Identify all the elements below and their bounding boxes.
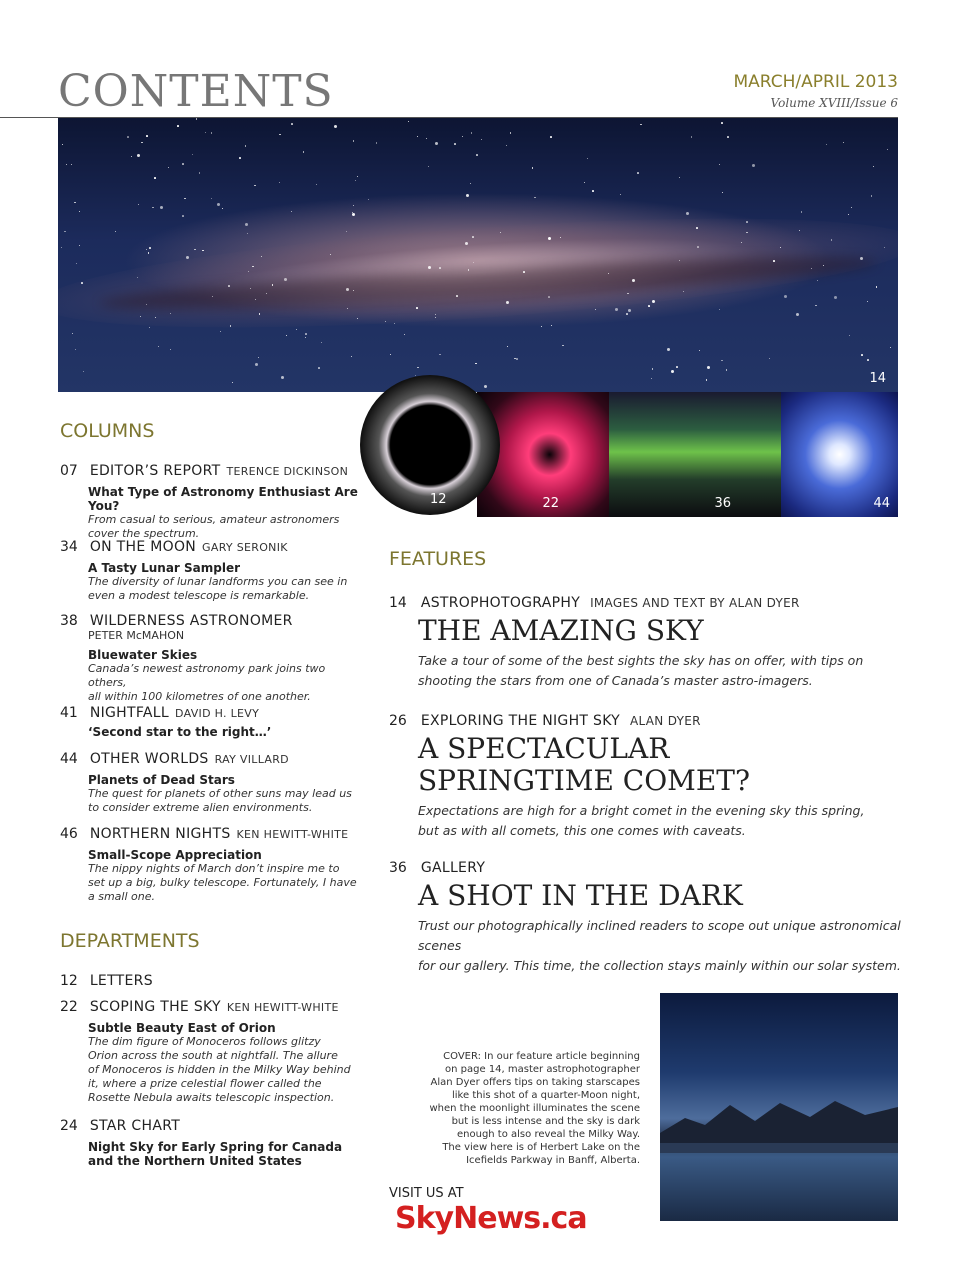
star-dot — [75, 349, 76, 350]
star-dot — [472, 236, 474, 238]
star-dot — [769, 358, 770, 359]
star-dot — [131, 156, 132, 157]
star-dot — [376, 142, 378, 144]
star-dot — [404, 334, 405, 335]
star-dot — [347, 308, 348, 309]
cover-caption: COVER: In our feature article beginning on page 14, master astrophotographer Alan Dyer offers tips on taking starscapes like this shot of a quarter-Moon night, when the moonlight illuminates the scene but is less intense and the sky is dark enough to also reveal the Milky Way. The view here is of Herbert Lake on the Icefields Parkway in Banff, Alberta. — [429, 1051, 640, 1166]
star-dot — [632, 279, 635, 282]
star-dot — [626, 313, 628, 315]
column-entry: 38 WILDERNESS ASTRONOMER PETER McMAHON Bluewater Skies Canada’s newest astronomy park joins two others, all within 100 kilometres of one another. — [60, 613, 326, 703]
star-dot — [239, 157, 241, 159]
star-dot — [541, 326, 543, 328]
star-dot — [146, 304, 148, 306]
star-dot — [773, 260, 775, 262]
star-dot — [454, 143, 456, 145]
star-dot — [679, 177, 680, 178]
feature-entry: 26 EXPLORING THE NIGHT SKY ALAN DYER A SPECTACULAR SPRINGTIME COMET? Expectations are high for a bright comet in the evening sky this spring, but as with all comets, this one comes with caveats. — [389, 710, 899, 841]
columns-heading: COLUMNS — [60, 420, 155, 442]
star-dot — [211, 198, 213, 200]
star-dot — [212, 296, 213, 297]
star-dot — [873, 166, 875, 168]
star-dot — [182, 163, 184, 165]
star-dot — [146, 135, 148, 137]
star-dot — [686, 212, 689, 215]
cover-lake-image — [660, 993, 898, 1221]
star-dot — [254, 185, 256, 187]
star-dot — [199, 172, 201, 174]
star-dot — [843, 142, 844, 143]
star-dot — [281, 376, 284, 379]
star-dot — [351, 356, 353, 358]
star-dot — [74, 202, 76, 204]
star-dot — [279, 134, 281, 136]
star-dot — [258, 357, 260, 359]
star-dot — [318, 367, 320, 369]
star-dot — [141, 142, 143, 144]
feature-title[interactable]: A SPECTACULAR — [418, 732, 670, 765]
column-title[interactable]: OTHER WORLDS — [89, 751, 209, 767]
star-dot — [551, 325, 552, 326]
star-dot — [867, 301, 869, 303]
star-dot — [255, 363, 258, 366]
star-dot — [149, 327, 151, 329]
rosette-nebula-image: 22 — [477, 392, 609, 517]
star-dot — [217, 203, 220, 206]
star-dot — [462, 136, 463, 137]
star-dot — [506, 145, 507, 146]
star-dot — [152, 207, 154, 209]
star-dot — [652, 368, 654, 370]
column-entry: 34 ON THE MOON GARY SERONIK A Tasty Lunar Sampler The diversity of lunar landforms you can see in even a modest telescope is remarkable. — [60, 539, 348, 602]
star-dot — [815, 305, 817, 307]
star-dot — [584, 182, 585, 183]
star-dot — [296, 329, 298, 331]
star-dot — [228, 285, 230, 287]
star-dot — [71, 164, 72, 165]
star-dot — [138, 204, 139, 205]
star-dot — [727, 136, 729, 138]
star-dot — [346, 231, 347, 232]
star-dot — [627, 293, 629, 295]
star-dot — [587, 158, 588, 159]
star-dot — [550, 136, 552, 138]
issue-date: MARCH/APRIL 2013 — [733, 72, 898, 92]
department-title[interactable]: SCOPING THE SKY — [89, 999, 221, 1015]
star-dot — [640, 124, 642, 126]
column-entry: 46 NORTHERN NIGHTS KEN HEWITT-WHITE Small-Scope Appreciation The nippy nights of March don’t inspire me to set up a big, bulky telescope. Fortunately, I have a small one. — [60, 826, 357, 903]
star-dot — [417, 367, 419, 369]
star-dot — [368, 199, 369, 200]
star-dot — [637, 172, 639, 174]
star-dot — [184, 198, 186, 200]
star-dot — [876, 286, 878, 288]
star-dot — [394, 323, 396, 325]
star-dot — [871, 195, 873, 197]
star-dot — [62, 144, 63, 145]
star-dot — [796, 313, 799, 316]
star-dot — [887, 149, 889, 151]
star-dot — [801, 211, 803, 213]
feature-entry: 14 ASTROPHOTOGRAPHY IMAGES AND TEXT BY ALAN DYER THE AMAZING SKY Take a tour of some of the best sights the sky has on offer, with tips on shooting the stars from one of Canada’s master astro-imagers. — [389, 592, 899, 691]
star-dot — [456, 295, 458, 297]
star-dot — [321, 342, 322, 343]
star-dot — [439, 354, 441, 356]
star-dot — [548, 296, 550, 298]
column-title[interactable]: EDITOR’S REPORT — [89, 463, 221, 479]
star-dot — [719, 309, 720, 310]
column-title[interactable]: WILDERNESS ASTRONOMER — [89, 613, 293, 629]
star-dot — [722, 192, 724, 194]
star-dot — [64, 231, 66, 233]
star-dot — [192, 154, 193, 155]
feature-thumbnails — [360, 375, 898, 520]
star-dot — [353, 205, 354, 206]
star-dot — [615, 308, 618, 311]
star-dot — [182, 215, 184, 217]
star-dot — [890, 347, 891, 348]
page-title: CONTENTS — [58, 66, 334, 117]
feature-title[interactable]: THE AMAZING SKY — [418, 614, 704, 647]
star-dot — [202, 250, 204, 252]
column-entry: 41 NIGHTFALL DAVID H. LEVY ‘Second star to the right…’ — [60, 705, 272, 739]
department-title[interactable]: STAR CHART — [89, 1118, 181, 1134]
star-dot — [560, 237, 561, 238]
star-dot — [696, 227, 698, 229]
star-dot — [245, 223, 248, 226]
star-dot — [699, 350, 700, 351]
star-dot — [514, 358, 516, 360]
column-title[interactable]: NIGHTFALL — [89, 705, 170, 721]
banner-page-number: 14 — [869, 371, 886, 386]
star-dot — [746, 221, 748, 223]
milky-way-banner-image — [58, 118, 898, 392]
star-dot — [305, 333, 307, 335]
star-dot — [334, 125, 337, 128]
star-dot — [168, 167, 169, 168]
star-dot — [510, 132, 512, 134]
eclipse-image: 12 — [360, 375, 500, 515]
column-entry: 44 OTHER WORLDS RAY VILLARD Planets of Dead Stars The quest for planets of other suns may lead us to consider extreme alien environments. — [60, 751, 352, 814]
star-dot — [160, 206, 163, 209]
star-dot — [595, 309, 596, 310]
star-dot — [259, 313, 261, 315]
star-dot — [61, 247, 62, 248]
star-dot — [194, 249, 196, 251]
star-dot — [507, 346, 508, 347]
star-dot — [66, 164, 67, 165]
column-title[interactable]: ON THE MOON — [89, 539, 197, 555]
star-dot — [286, 335, 287, 336]
star-dot — [471, 132, 473, 134]
star-dot — [79, 211, 81, 213]
star-dot — [291, 123, 293, 125]
star-dot — [721, 360, 723, 362]
star-dot — [357, 176, 358, 177]
star-dot — [355, 180, 356, 181]
star-dot — [305, 337, 306, 338]
departments-heading: DEPARTMENTS — [60, 930, 200, 952]
website-promo: VISIT US AT SkyNews.ca — [389, 1186, 587, 1236]
star-dot — [196, 118, 198, 120]
star-dot — [481, 139, 482, 140]
star-dot — [466, 194, 469, 197]
star-dot — [146, 249, 147, 250]
star-dot — [475, 363, 477, 365]
star-dot — [628, 309, 631, 312]
department-entry: 24 STAR CHART Night Sky for Early Spring for Canada and the Northern United States — [60, 1118, 343, 1168]
star-dot — [230, 325, 232, 327]
star-dot — [784, 295, 787, 298]
star-dot — [390, 354, 391, 355]
skynews-link[interactable]: SkyNews.ca — [395, 1201, 587, 1236]
star-dot — [752, 164, 755, 167]
star-dot — [826, 144, 827, 145]
features-heading: FEATURES — [389, 548, 487, 570]
star-dot — [211, 132, 213, 134]
star-dot — [352, 212, 353, 213]
star-dot — [170, 349, 171, 350]
star-dot — [352, 213, 355, 216]
star-dot — [562, 345, 564, 347]
star-dot — [648, 305, 650, 307]
star-dot — [154, 177, 156, 179]
star-dot — [532, 167, 534, 169]
star-dot — [158, 346, 159, 347]
star-dot — [697, 246, 699, 248]
star-dot — [428, 166, 429, 167]
star-dot — [851, 207, 852, 208]
star-dot — [137, 154, 140, 157]
star-dot — [671, 370, 674, 373]
star-dot — [620, 194, 621, 195]
star-dot — [247, 233, 248, 234]
feature-entry: 36 GALLERY A SHOT IN THE DARK Trust our photographically inclined readers to scope out unique astronomical scenes for our gallery. This time, the collection stays mainly within our solar system. — [389, 857, 909, 976]
star-dot — [439, 267, 441, 269]
star-dot — [426, 138, 427, 139]
star-dot — [232, 382, 233, 383]
star-dot — [707, 366, 710, 369]
department-entry: 22 SCOPING THE SKY KEN HEWITT-WHITE Subtle Beauty East of Orion The dim figure of Monoceros follows glitzy Orion across the south at nightfall. The allure of Monoceros is hidden in the Milky Way behind it, where a prize celestial flower called the Rosette Nebula awaits telescopic inspection. — [60, 999, 351, 1104]
star-dot — [148, 252, 150, 254]
star-dot — [592, 190, 594, 192]
star-dot — [149, 247, 151, 249]
star-dot — [834, 296, 837, 299]
feature-title[interactable]: A SHOT IN THE DARK — [418, 879, 743, 912]
star-dot — [417, 136, 418, 137]
star-dot — [500, 232, 501, 233]
star-dot — [81, 282, 83, 284]
star-dot — [848, 214, 849, 215]
star-dot — [72, 333, 74, 335]
star-dot — [303, 151, 305, 153]
star-dot — [272, 284, 274, 286]
star-dot — [79, 245, 80, 246]
star-dot — [719, 164, 720, 165]
star-dot — [140, 316, 141, 317]
star-dot — [245, 145, 247, 147]
star-dot — [849, 335, 851, 337]
issue-volume: Volume XVIII/Issue 6 — [770, 96, 898, 110]
star-dot — [470, 183, 471, 184]
star-dot — [548, 237, 551, 240]
star-dot — [817, 280, 818, 281]
star-dot — [83, 371, 84, 372]
column-title[interactable]: NORTHERN NIGHTS — [89, 826, 231, 842]
star-dot — [316, 184, 317, 185]
star-dot — [408, 121, 409, 122]
aurora-image: 36 — [609, 392, 781, 517]
star-dot — [115, 231, 116, 232]
department-title[interactable]: LETTERS — [89, 973, 153, 989]
star-dot — [516, 358, 518, 360]
star-dot — [667, 348, 670, 351]
star-dot — [726, 369, 728, 371]
star-dot — [186, 256, 189, 259]
star-dot — [476, 154, 478, 156]
star-dot — [721, 122, 723, 124]
star-dot — [291, 211, 292, 212]
star-dot — [353, 140, 355, 142]
star-dot — [435, 142, 438, 145]
star-dot — [861, 354, 863, 356]
star-dot — [523, 271, 525, 273]
star-dot — [220, 331, 221, 332]
star-dot — [279, 182, 281, 184]
star-dot — [506, 301, 509, 304]
star-dot — [127, 136, 129, 138]
department-entry: 12 LETTERS — [60, 973, 153, 989]
star-dot — [534, 197, 536, 199]
star-dot — [416, 307, 418, 309]
star-dot — [205, 132, 206, 133]
star-dot — [691, 136, 693, 138]
star-dot — [177, 125, 179, 127]
star-dot — [867, 359, 869, 361]
star-dot — [76, 263, 77, 264]
star-dot — [676, 366, 678, 368]
star-dot — [652, 300, 655, 303]
bright-star-image: 44 — [781, 392, 898, 517]
column-entry: 07 EDITOR’S REPORT TERENCE DICKINSON What Type of Astronomy Enthusiast Are You? From casual to serious, amateur astronomers cover the spectrum. — [60, 463, 358, 540]
star-dot — [222, 208, 223, 209]
